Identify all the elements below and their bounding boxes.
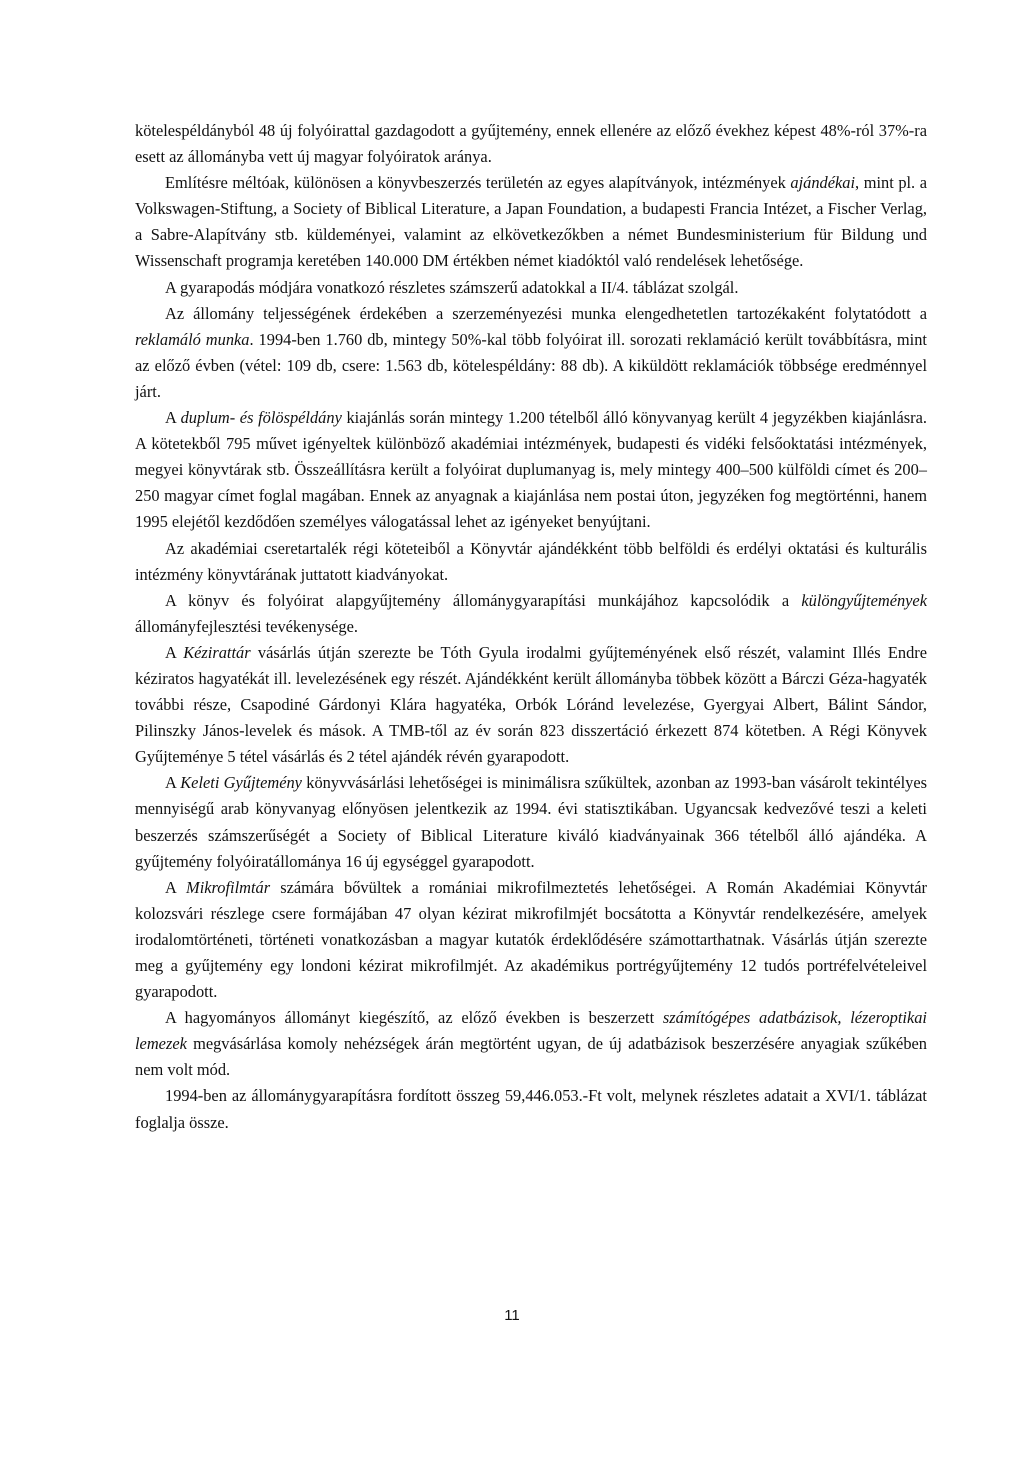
text-run: kiajánlás során mintegy 1.200 tételből álló könyvanyag került 4 jegyzékben kiajánlásra. A kötetekből 795 művet igényeltek különböző akadémiai intézmények, budapesti és vidéki felsőoktatási intézmények, megyei könyvtárak stb. Összeállításra került a folyóirat duplumanyag is, mely mintegy 400–500 külföldi címet és 200–250 magyar címet foglal magában. Ennek az anyagnak a kiajánlása nem postai úton, jegyzéken fog megtörténni, hanem 1995 elejétől kezdődően személyes válogatással lehet az igényeket benyújtani. bbox=[135, 408, 928, 532]
text-run: A bbox=[165, 642, 184, 662]
text-run: , mint pl. a Volkswagen-Stiftung, a Society of Biblical Literature, a Japan Foundation, a budapesti Francia Intézet, a Fischer Verlag, a Sabre-Alapítvány stb. küldeményei, valamint az elkövetkezőkben a német Bundesministerium für Bildung und Wissenschaft programja keretében 140.000 DM értékben német kiadóktól való rendelések lehetősége. bbox=[135, 173, 927, 271]
text-run: Az akadémiai cseretartalék régi köteteiből a Könyvtár ajándékként több belföldi és erdélyi oktatási és kulturális intézmény könyvtárának juttatott kiadványokat. bbox=[135, 538, 927, 584]
paragraph bbox=[135, 170, 927, 274]
italic-term: különgyűjtemények bbox=[801, 590, 927, 610]
text-run: könyvvásárlási lehetőségei is minimálisra szűkültek, azonban az 1993-ban vásárolt tekintélyes mennyiségű arab könyvanyag előnyösen jelentkezik az 1994. évi statisztikában. Ugyancsak kedvezővé teszi a keleti beszerzés számszerűségét a Society of Biblical Literature kiváló kiadványainak 366 tételből álló ajándéka. A gyűjtemény folyóiratállománya 16 új egységgel gyarapodott. bbox=[135, 773, 928, 871]
paragraph bbox=[135, 640, 927, 770]
paragraph bbox=[135, 770, 927, 874]
text-run: A bbox=[165, 408, 181, 428]
text-run: kötelespéldányból 48 új folyóirattal gazdagodott a gyűjtemény, ennek ellenére az előző évekhez képest 48%-ról 37%-ra esett az állományba vett új magyar folyóiratok aránya. bbox=[135, 121, 927, 167]
italic-term: Kézirattár bbox=[183, 642, 251, 662]
paragraph bbox=[135, 1083, 927, 1135]
text-run: állományfejlesztési tevékenysége. bbox=[135, 616, 359, 636]
text-run: A gyarapodás módjára vonatkozó részletes számszerű adatokkal a II/4. táblázat szolgál. bbox=[165, 277, 739, 297]
italic-term: számítógépes adatbázisok, lézeroptikai lemezek bbox=[135, 1008, 927, 1054]
text-run: 1994-ben az állománygyarapításra fordított összeg 59,446.053.-Ft volt, melynek részletes adatait a XVI/1. táblázat foglalja össze. bbox=[135, 1086, 927, 1132]
paragraph bbox=[135, 405, 927, 535]
paragraph bbox=[135, 536, 927, 588]
paragraph bbox=[135, 118, 927, 170]
text-run: vásárlás útján szerezte be Tóth Gyula irodalmi gyűjteményének első részét, valamint Illés Endre kéziratos hagyatékát ill. levelezésének egy részét. Ajándékként került állományba többek között a Bárczi Géza-hagyaték további része, Csapodiné Gárdonyi Klára hagyatéka, Orbók Lóránd levelezése, Gyergyai Albert, Bálint Sándor, Pilinszky János-levelek és mások. A TMB-től az év során 823 disszertáció érkezett 874 kötetben. A Régi Könyvek Gyűjteménye 5 tétel vásárlás és 2 tétel ajándék révén gyarapodott. bbox=[135, 642, 927, 767]
text-run: számára bővültek a romániai mikrofilmeztetés lehetőségei. A Román Akadémiai Könyvtár kolozsvári részlege csere formájában 47 olyan kézirat mikrofilmjét bocsátotta a Könyvtár rendelkezésére, amelyek irodalomtörténeti, történeti vonatkozásban a magyar kutatók érdeklődésére számottarthatnak. Vásárlás útján szerezte meg a gyűjtemény egy londoni kézirat mikrofilmjét. Az akadémikus portrégyűjtemény 12 tudós portréfelvételeivel gyarapodott. bbox=[135, 877, 927, 1002]
text-run: Említésre méltóak, különösen a könyvbeszerzés területén az egyes alapítványok, intézmények bbox=[165, 173, 791, 193]
paragraph bbox=[135, 275, 927, 301]
text-run: Az állomány teljességének érdekében a szerzeményezési munka elengedhetetlen tartozékaként folytatódott a bbox=[165, 303, 927, 323]
paragraph bbox=[135, 1005, 927, 1083]
page-body bbox=[135, 118, 927, 1136]
italic-term: ajándékai bbox=[790, 173, 856, 193]
text-run: . 1994-ben 1.760 db, mintegy 50%-kal több folyóirat ill. sorozati reklamáció került továbbításra, mint az előző évben (vétel: 109 db, csere: 1.563 db, kötelespéldány: 88 db). A kiküldött reklamációk többsége eredménnyel járt. bbox=[135, 329, 927, 401]
italic-term: Keleti Gyűjtemény bbox=[180, 773, 302, 793]
text-run: A könyv és folyóirat alapgyűjtemény állománygyarapítási munkájához kapcsolódik a bbox=[165, 590, 802, 610]
page-number: 11 bbox=[504, 1307, 520, 1324]
text-run: A bbox=[165, 877, 187, 897]
paragraph bbox=[135, 875, 927, 1005]
text-run: A hagyományos állományt kiegészítő, az előző években is beszerzett bbox=[165, 1008, 663, 1028]
italic-term: reklamáló munka bbox=[135, 329, 250, 349]
paragraph bbox=[135, 588, 927, 640]
text-run: A bbox=[165, 773, 181, 793]
paragraph bbox=[135, 301, 927, 405]
text-run: megvásárlása komoly nehézségek árán megtörtént ugyan, de új adatbázisok beszerzésére anyagiak szűkében nem volt mód. bbox=[135, 1034, 927, 1080]
italic-term: Mikrofilmtár bbox=[186, 877, 271, 897]
italic-term: duplum- és fölöspéldány bbox=[180, 408, 342, 428]
